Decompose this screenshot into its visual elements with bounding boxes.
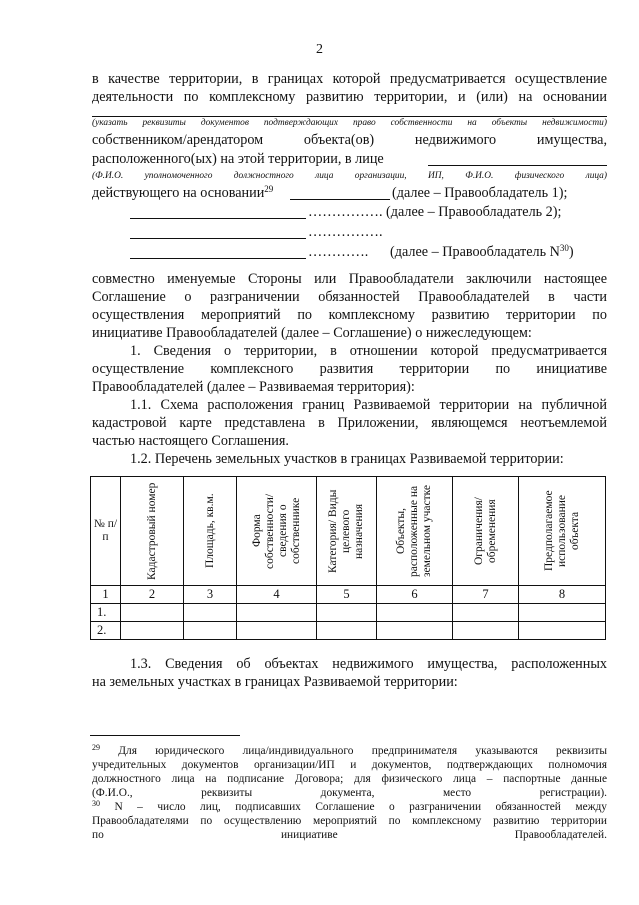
header-cell-area: Площадь, кв.м. [184, 477, 237, 586]
table-cell [184, 622, 237, 640]
column-number: 5 [317, 586, 377, 604]
footnote-29-line-4: (Ф.И.О., реквизиты документа, место регистрации). [92, 787, 607, 799]
acting-basis-blank [290, 199, 390, 200]
joint-para-line-3: осуществления мероприятий по комплексному развитию территории по [92, 307, 607, 323]
footnote-29-line-3: должностного лица на подписание Договора; для физического лица – паспортные данные [92, 773, 607, 785]
row-number: 1. [91, 604, 121, 622]
header-cell-intended-use: Предполагаемое использование объекта [519, 477, 606, 586]
column-number: 1 [91, 586, 121, 604]
representative-blank [428, 165, 607, 166]
section-1-3-line-1: 1.3. Сведения об объектах недвижимого имущества, расположенных [130, 656, 607, 672]
owner-docs-hint: (указать реквизиты документов подтверждающих право собственности на объекты недвижимости) [92, 118, 607, 128]
table-cell [237, 604, 317, 622]
holder-3-dots: ……………. [308, 224, 383, 240]
section-1-line-2: осуществление комплексного развития территории по инициативе [92, 361, 607, 377]
footnote-30-line-3: по инициативе Правообладателей. [92, 829, 607, 841]
header-cell-cadastral: Кадастровый номер [121, 477, 184, 586]
holder-2-label: ……………. (далее – Правообладатель 2); [308, 204, 562, 220]
page-number: 2 [316, 42, 323, 57]
section-1-1-line-3: частью настоящего Соглашения. [92, 433, 289, 449]
holder-n-dots: …………. [308, 244, 369, 260]
table-cell [519, 604, 606, 622]
section-1-1-line-2: кадастровой карте представлена в Приложении, являющемся неотъемлемой [92, 415, 607, 431]
table-number-row [91, 586, 606, 604]
holder-2-blank [130, 218, 306, 219]
section-1-line-1: 1. Сведения о территории, в отношении которой предусматривается [130, 343, 607, 359]
owner-line-1: собственником/арендатором объекта(ов) недвижимого имущества, [92, 132, 607, 148]
header-cell-number: № п/п [91, 477, 121, 586]
footnote-29-line-1: $^{29}$ Для юридического лица/индивидуального предпринимателя указываются реквизиты [92, 743, 607, 757]
footnote-30-ref: 30 [559, 243, 569, 253]
column-number: 6 [377, 586, 453, 604]
row-number: 2. [91, 622, 121, 640]
intro-line-1: в качестве территории, в границах которой предусматривается осуществление [92, 71, 607, 87]
footnote-29-mark: 29 [92, 743, 100, 752]
header-cell-restrictions: Ограничения/ обременения [453, 477, 519, 586]
footnote-29-line-2: учредительных документов организации/ИП и документов, подтверждающих полномочия [92, 759, 607, 771]
table-cell [377, 622, 453, 640]
joint-para-line-4: инициативе Правообладателей (далее – Соглашение) о нижеследующем: [92, 325, 532, 341]
holder-n-blank [130, 258, 306, 259]
table-cell [317, 604, 377, 622]
table-cell [184, 604, 237, 622]
holder-n-label: (далее – Правообладатель $N^{30}$) [390, 243, 574, 260]
intro-line-2: деятельности по комплексному развитию территории, и (или) на основании [92, 89, 607, 105]
joint-para-line-2: Соглашение о разграничении обязанностей Правообладателей в части [92, 289, 607, 305]
header-cell-ownership: Форма собственности/ сведения о собственнике [237, 477, 317, 586]
section-1-3-line-2: на земельных участках в границах Развиваемой территории: [92, 674, 458, 690]
table-cell [453, 622, 519, 640]
column-number: 2 [121, 586, 184, 604]
representative-hint: (Ф.И.О. уполномоченного должностного лица организации, ИП, Ф.И.О. физического лица) [92, 171, 607, 181]
owner-docs-blank [92, 116, 607, 117]
table-cell [121, 622, 184, 640]
holder-3-blank [130, 238, 306, 239]
table-cell [377, 604, 453, 622]
header-cell-objects: Объекты, расположенные на земельном участке [377, 477, 453, 586]
land-parcels-table [90, 476, 606, 640]
column-number: 8 [519, 586, 606, 604]
column-number: 7 [453, 586, 519, 604]
section-1-1-line-1: 1.1. Схема расположения границ Развиваемой территории на публичной [130, 397, 607, 413]
section-1-line-3: Правообладателей (далее – Развиваемая территория): [92, 379, 415, 395]
footnote-30-line-1: $^{30}$ N – число лиц, подписавших Соглашение о разграничении обязанностей между [92, 799, 607, 813]
footnote-30-mark: 30 [92, 799, 100, 808]
acting-basis-text: действующего на основании$^{29}$ [92, 184, 274, 201]
table-cell [317, 622, 377, 640]
table-row [91, 622, 606, 640]
section-1-2-heading: 1.2. Перечень земельных участков в границах Развиваемой территории: [130, 451, 564, 467]
table-cell [121, 604, 184, 622]
holder-1-label: (далее – Правообладатель 1); [392, 185, 568, 201]
table-cell [519, 622, 606, 640]
table-cell [237, 622, 317, 640]
table-cell [453, 604, 519, 622]
column-number: 4 [237, 586, 317, 604]
footnote-separator [90, 735, 240, 736]
column-number: 3 [184, 586, 237, 604]
joint-para-line-1: совместно именуемые Стороны или Правообладатели заключили настоящее [92, 271, 607, 287]
footnote-29-ref: 29 [264, 184, 274, 194]
table-row [91, 604, 606, 622]
owner-line-2: расположенного(ых) на этой территории, в лице [92, 151, 384, 167]
header-cell-category: Категория/ Виды целевого назначения [317, 477, 377, 586]
footnote-30-line-2: Правообладателями по осуществлению мероприятий по комплексному развитию территории [92, 815, 607, 827]
table-header-row [91, 477, 606, 586]
